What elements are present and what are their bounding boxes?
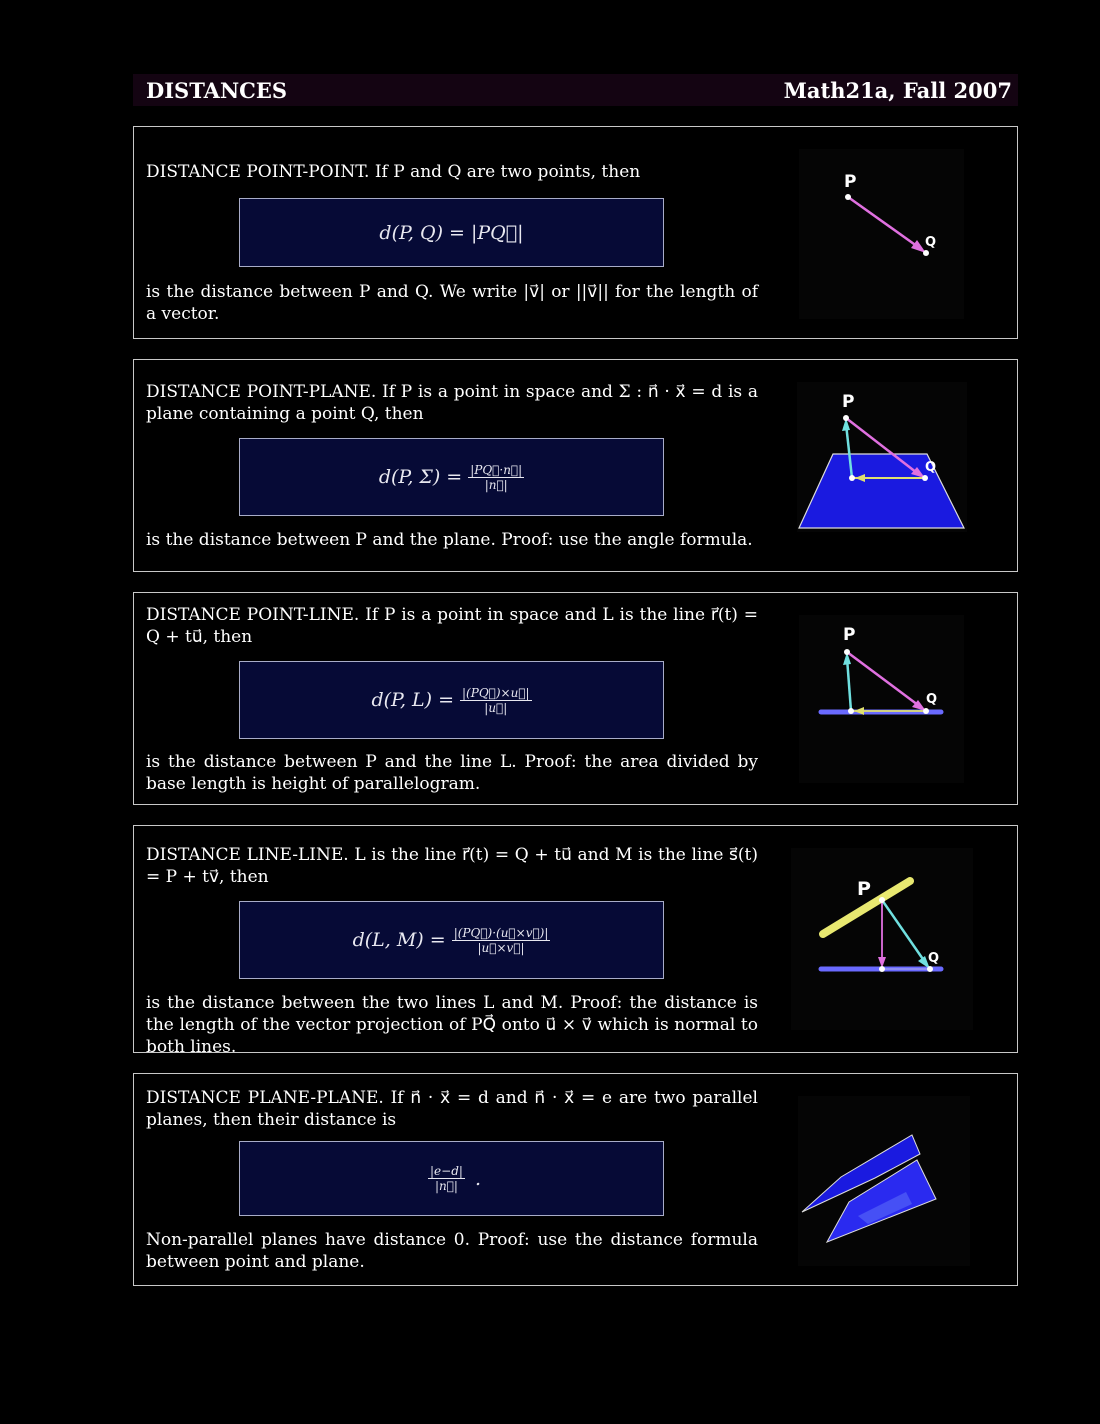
formula-denominator: |u⃗×v⃗| [477, 940, 525, 955]
label-p: P [842, 392, 855, 412]
formula-lhs: d(L, M) = [352, 929, 446, 951]
page-header [133, 74, 1018, 106]
section-outro: is the distance between the two lines L and M. Proof: the distance is the length of the vector projection of PQ⃗ onto u⃗ × v⃗ which is normal to both lines. [146, 993, 758, 1057]
label-q: Q [925, 235, 937, 250]
page-title: DISTANCES [146, 77, 288, 103]
formula-denominator: |u⃗| [484, 700, 508, 715]
section-outro: is the distance between P and the plane. Proof: use the angle formula. [146, 530, 753, 550]
formula-tail: . [474, 1167, 481, 1190]
formula-box [239, 438, 664, 516]
section-outro: Non-parallel planes have distance 0. Proof: use the distance formula between point and plane. [146, 1230, 758, 1272]
label-p: P [844, 172, 857, 192]
figure-point-line [799, 615, 964, 783]
section-outro: is the distance between P and Q. We write |v⃗| or ||v⃗|| for the length of a vector. [146, 282, 758, 324]
formula-numerator: |e−d| [430, 1164, 463, 1178]
figure-point-point [799, 149, 964, 319]
label-q: Q [925, 460, 937, 475]
section-point-point [133, 126, 1018, 339]
formula-fraction [468, 463, 524, 492]
section-intro: DISTANCE LINE-LINE. L is the line r⃗(t) = Q + tu⃗ and M is the line s⃗(t) = P + tv⃗, then [146, 845, 758, 887]
formula-fraction [428, 1164, 465, 1193]
section-intro: DISTANCE POINT-LINE. If P is a point in space and L is the line r⃗(t) = Q + tu⃗, then [146, 605, 758, 647]
formula-box [239, 661, 664, 739]
formula-box [239, 901, 664, 979]
section-intro: DISTANCE POINT-PLANE. If P is a point in space and Σ : n⃗ · x⃗ = d is a plane containing a point Q, then [146, 382, 758, 424]
section-plane-plane [133, 1073, 1018, 1286]
formula-box [239, 1141, 664, 1216]
formula-numerator: |(PQ⃗)·(u⃗×v⃗)| [453, 925, 549, 940]
formula-box [239, 198, 664, 267]
section-outro: is the distance between P and the line L. Proof: the area divided by base length is height of parallelogram. [146, 752, 758, 794]
formula-fraction [452, 926, 551, 955]
section-line-line [133, 825, 1018, 1057]
section-intro: DISTANCE PLANE-PLANE. If n⃗ · x⃗ = d and n⃗ · x⃗ = e are two parallel planes, then their distance is [146, 1088, 758, 1130]
formula-fraction [460, 686, 532, 715]
formula-denominator: |n⃗| [484, 477, 508, 492]
section-intro: DISTANCE POINT-POINT. If P and Q are two points, then [146, 162, 641, 182]
figure-plane-plane [798, 1096, 970, 1266]
formula-numerator: |(PQ⃗)×u⃗| [462, 685, 530, 700]
course-label: Math21a, Fall 2007 [783, 77, 1012, 103]
label-q: Q [928, 951, 940, 966]
formula-denominator: |n⃗| [434, 1179, 458, 1193]
label-q: Q [926, 692, 938, 707]
figure-point-plane [797, 382, 967, 532]
formula-lhs: d(P, L) = [371, 689, 455, 711]
formula-numerator: |PQ⃗·n⃗| [470, 462, 523, 477]
formula-lhs: d(P, Q) = |PQ⃗| [379, 221, 524, 244]
label-p: P [857, 878, 871, 900]
figure-line-line [791, 848, 973, 1030]
section-point-plane [133, 359, 1018, 572]
section-point-line [133, 592, 1018, 805]
label-p: P [843, 625, 856, 645]
formula-lhs: d(P, Σ) = [378, 466, 463, 488]
